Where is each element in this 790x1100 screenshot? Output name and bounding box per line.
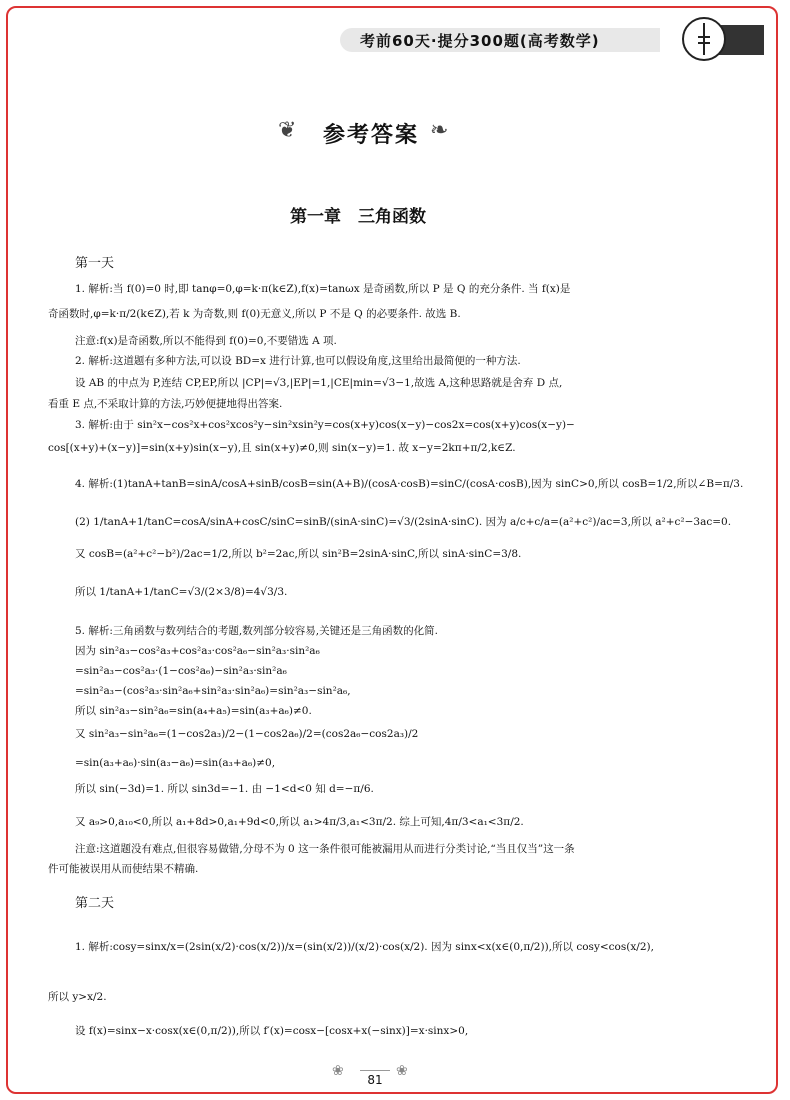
text-line: 1. 解析:当 f(0)=0 时,即 tanφ=0,φ=k·π(k∈Z),f(x)=tanωx 是奇函数,所以 P 是 Q 的充分条件. 当 f(x)是: [75, 283, 571, 295]
compass-icon: [682, 17, 726, 61]
day2-label: 第二天: [75, 896, 115, 911]
text-line: 2. 解析:这道题有多种方法,可以设 BD=x 进行计算,也可以假设角度,这里给出最简便的一种方法.: [75, 355, 521, 367]
swirl-right-icon: ❧: [430, 118, 449, 143]
text-line: 所以 y>x/2.: [48, 991, 107, 1003]
text-line: 3. 解析:由于 sin²x−cos²x+cos²xcos²y−sin²xsin²y=cos(x+y)cos(x−y)−cos2x=cos(x+y)cos(x−y)−: [75, 419, 575, 431]
text-line: 设 AB 的中点为 P,连结 CP,EP,所以 |CP|=√3,|EP|=1,|CE|min=√3−1,故选 A,这种思路就是舍弃 D 点,: [75, 377, 563, 389]
text-line: =sin²a₃−cos²a₃·(1−cos²a₆)−sin²a₃·sin²a₆: [75, 665, 287, 677]
swirl-left-icon: ❦: [278, 118, 297, 143]
text-line: 因为 sin²a₃−cos²a₃+cos²a₃·cos²a₆−sin²a₃·sin²a₆: [75, 645, 320, 657]
text-line: 设 f(x)=sinx−x·cosx(x∈(0,π/2)),所以 f′(x)=cosx−[cosx+x(−sinx)]=x·sinx>0,: [75, 1025, 469, 1037]
text-line: 所以 sin(−3d)=1. 所以 sin3d=−1. 由 −1<d<0 知 d=−π/6.: [75, 783, 374, 795]
text-line: 注意:这道题没有难点,但很容易做错,分母不为 0 这一条件很可能被漏用从而进行分类讨论,“当且仅当”这一条: [75, 843, 575, 855]
text-line: 4. 解析:(1)tanA+tanB=sinA/cosA+sinB/cosB=sin(A+B)/(cosA·cosB)=sinC/(cosA·cosB),因为 sinC>0,所以 cosB=1/2,所以∠B=π/3.: [75, 478, 744, 490]
day1-label: 第一天: [75, 256, 115, 271]
chapter-title: 第一章 三角函数: [290, 207, 426, 227]
header-title: 考前60天·提分300题(高考数学): [360, 32, 600, 50]
text-line: 件可能被误用从而使结果不精确.: [48, 863, 199, 875]
page-ornament-left-icon: ❀: [332, 1063, 344, 1079]
text-line: =sin(a₃+a₆)·sin(a₃−a₆)=sin(a₃+a₆)≠0,: [75, 757, 276, 769]
text-line: 又 cosB=(a²+c²−b²)/2ac=1/2,所以 b²=2ac,所以 sin²B=2sinA·sinC,所以 sinA·sinC=3/8.: [75, 548, 522, 560]
text-line: =sin²a₃−(cos²a₃·sin²a₆+sin²a₃·sin²a₆)=sin²a₃−sin²a₆,: [75, 685, 351, 697]
text-line: 所以 sin²a₃−sin²a₆=sin(a₄+a₅)=sin(a₃+a₆)≠0.: [75, 705, 312, 717]
text-line: 1. 解析:cosy=sinx/x=(2sin(x/2)·cos(x/2))/x=(sin(x/2))/(x/2)·cos(x/2). 因为 sinx<x(x∈(0,π/2)),所以 cosy<cos(x/2),: [75, 941, 654, 953]
text-line: cos[(x+y)+(x−y)]=sin(x+y)sin(x−y),且 sin(x+y)≠0,则 sin(x−y)=1. 故 x−y=2kπ+π/2,k∈Z.: [48, 442, 516, 454]
section-title: 参考答案: [323, 123, 420, 148]
text-line: (2) 1/tanA+1/tanC=cosA/sinA+cosC/sinC=sinB/(sinA·sinC)=√3/(2sinA·sinC). 因为 a/c+c/a=(a²+c²)/ac=3,所以 a²+c²−3ac=0.: [75, 516, 732, 528]
text-line: 又 sin²a₃−sin²a₆=(1−cos2a₃)/2−(1−cos2a₆)/2=(cos2a₆−cos2a₃)/2: [75, 728, 419, 740]
text-line: 看重 E 点,不采取计算的方法,巧妙便捷地得出答案.: [48, 398, 283, 410]
page-number: 81: [360, 1070, 390, 1087]
text-line: 又 a₉>0,a₁₀<0,所以 a₁+8d>0,a₁+9d<0,所以 a₁>4π/3,a₁<3π/2. 综上可知,4π/3<a₁<3π/2.: [75, 816, 524, 828]
text-line: 注意:f(x)是奇函数,所以不能得到 f(0)=0,不要错选 A 项.: [75, 335, 337, 347]
text-line: 5. 解析:三角函数与数列结合的考题,数列部分较容易,关键还是三角函数的化简.: [75, 625, 438, 637]
page-ornament-right-icon: ❀: [396, 1063, 408, 1079]
text-line: 奇函数时,φ=k·π/2(k∈Z),若 k 为奇数,则 f(0)无意义,所以 P 不是 Q 的必要条件. 故选 B.: [48, 308, 461, 320]
text-line: 所以 1/tanA+1/tanC=√3/(2×3/8)=4√3/3.: [75, 586, 288, 598]
